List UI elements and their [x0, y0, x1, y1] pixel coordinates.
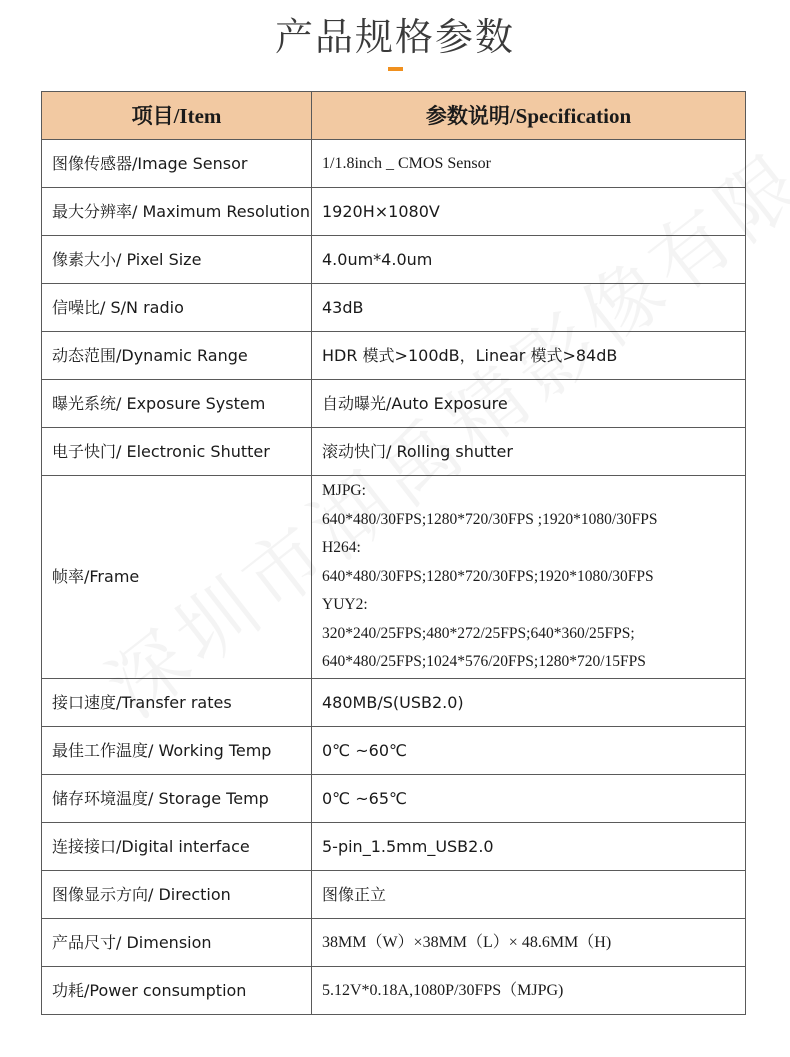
row-value: 图像正立: [312, 871, 746, 919]
row-label: 电子快门/ Electronic Shutter: [42, 428, 312, 476]
row-label: 图像显示方向/ Direction: [42, 871, 312, 919]
table-row: [42, 236, 746, 284]
page-title: 产品规格参数: [274, 15, 515, 59]
row-label: 曝光系统/ Exposure System: [42, 380, 312, 428]
table-row: [42, 967, 746, 1015]
table-row: [42, 775, 746, 823]
row-label: 图像传感器/Image Sensor: [42, 140, 312, 188]
table-row: [42, 679, 746, 727]
header-item: 项目/Item: [42, 92, 312, 140]
row-label: 像素大小/ Pixel Size: [42, 236, 312, 284]
row-value: 5.12V*0.18A,1080P/30FPS（MJPG): [312, 967, 746, 1015]
table-row: [42, 727, 746, 775]
table-row: [42, 380, 746, 428]
row-label: 产品尺寸/ Dimension: [42, 919, 312, 967]
row-value: 0℃ ~60℃: [312, 727, 746, 775]
row-value: 480MB/S(USB2.0): [312, 679, 746, 727]
row-value: 0℃ ~65℃: [312, 775, 746, 823]
frame-line: YUY2:: [322, 596, 368, 614]
spec-table: [41, 91, 746, 1015]
row-label: 接口速度/Transfer rates: [42, 679, 312, 727]
header-spec: 参数说明/Specification: [312, 92, 746, 140]
row-value: 43dB: [312, 284, 746, 332]
row-label: 动态范围/Dynamic Range: [42, 332, 312, 380]
frame-line: 640*480/30FPS;1280*720/30FPS ;1920*1080/30FPS: [322, 510, 658, 528]
row-label: 最大分辨率/ Maximum Resolution: [42, 188, 312, 236]
table-row: [42, 428, 746, 476]
frame-line: 320*240/25FPS;480*272/25FPS;640*360/25FPS;: [322, 624, 635, 642]
row-label: 连接接口/Digital interface: [42, 823, 312, 871]
table-row: [42, 332, 746, 380]
table-row: [42, 823, 746, 871]
row-value: 滚动快门/ Rolling shutter: [312, 428, 746, 476]
row-value: 38MM（W）×38MM（L）× 48.6MM（H): [312, 919, 746, 967]
row-value: 4.0um*4.0um: [312, 236, 746, 284]
title-accent-bar: [388, 67, 403, 71]
frame-rate-values: [312, 476, 746, 679]
row-label: 功耗/Power consumption: [42, 967, 312, 1015]
table-row: [42, 919, 746, 967]
row-label: 信噪比/ S/N radio: [42, 284, 312, 332]
frame-line: MJPG:: [322, 482, 366, 500]
table-row-frame: [42, 476, 746, 679]
row-value: HDR 模式>100dB，Linear 模式>84dB: [312, 332, 746, 380]
table-row: [42, 871, 746, 919]
row-label: 帧率/Frame: [42, 476, 312, 679]
frame-line: H264:: [322, 539, 361, 557]
row-value: 1/1.8inch _ CMOS Sensor: [312, 140, 746, 188]
row-label: 储存环境温度/ Storage Temp: [42, 775, 312, 823]
frame-line: 640*480/30FPS;1280*720/30FPS;1920*1080/30FPS: [322, 567, 654, 585]
row-label: 最佳工作温度/ Working Temp: [42, 727, 312, 775]
table-row: [42, 188, 746, 236]
frame-line: 640*480/25FPS;1024*576/20FPS;1280*720/15FPS: [322, 653, 646, 671]
table-row: [42, 284, 746, 332]
table-header-row: [42, 92, 746, 140]
row-value: 1920H×1080V: [312, 188, 746, 236]
table-row: [42, 140, 746, 188]
row-value: 5-pin_1.5mm_USB2.0: [312, 823, 746, 871]
row-value: 自动曝光/Auto Exposure: [312, 380, 746, 428]
